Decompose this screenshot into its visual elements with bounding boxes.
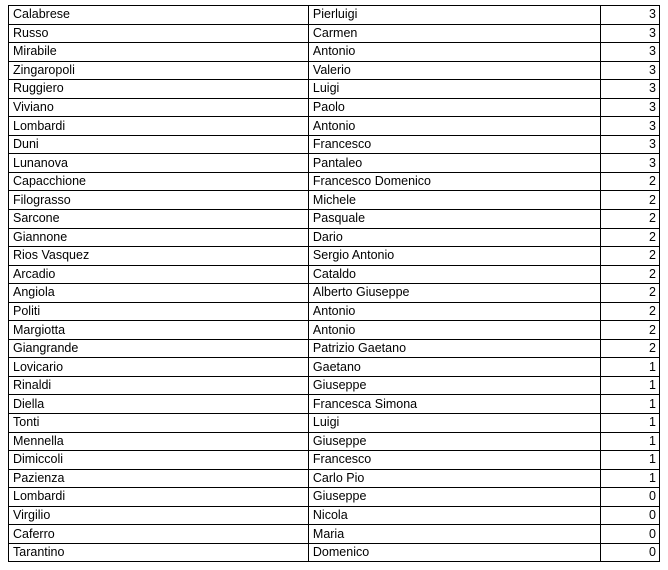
cell-surname: Lombardi [9, 488, 309, 507]
table-row [9, 117, 660, 136]
cell-name: Antonio [308, 302, 600, 321]
cell-surname: Tonti [9, 414, 309, 433]
cell-score: 3 [600, 61, 659, 80]
cell-surname: Viviano [9, 98, 309, 117]
table-row [9, 24, 660, 43]
cell-name: Pierluigi [308, 6, 600, 25]
cell-name: Luigi [308, 414, 600, 433]
table-row [9, 488, 660, 507]
cell-surname: Lombardi [9, 117, 309, 136]
cell-score: 1 [600, 376, 659, 395]
cell-score: 1 [600, 358, 659, 377]
table-row [9, 191, 660, 210]
table-row [9, 302, 660, 321]
cell-surname: Rinaldi [9, 376, 309, 395]
cell-name: Antonio [308, 43, 600, 62]
cell-surname: Giannone [9, 228, 309, 247]
cell-name: Antonio [308, 117, 600, 136]
table-row [9, 525, 660, 544]
cell-name: Domenico [308, 543, 600, 562]
cell-surname: Zingaropoli [9, 61, 309, 80]
table-row [9, 247, 660, 266]
table-row [9, 469, 660, 488]
cell-name: Carmen [308, 24, 600, 43]
cell-score: 3 [600, 154, 659, 173]
cell-name: Carlo Pio [308, 469, 600, 488]
cell-score: 3 [600, 98, 659, 117]
cell-score: 3 [600, 135, 659, 154]
cell-name: Francesco [308, 135, 600, 154]
cell-surname: Lovicario [9, 358, 309, 377]
cell-score: 1 [600, 451, 659, 470]
cell-surname: Giangrande [9, 339, 309, 358]
table-row [9, 358, 660, 377]
cell-name: Pasquale [308, 210, 600, 229]
table-row [9, 321, 660, 340]
cell-surname: Dimiccoli [9, 451, 309, 470]
cell-score: 1 [600, 432, 659, 451]
cell-surname: Mennella [9, 432, 309, 451]
cell-score: 2 [600, 265, 659, 284]
table-row [9, 228, 660, 247]
cell-name: Francesco Domenico [308, 172, 600, 191]
cell-name: Alberto Giuseppe [308, 284, 600, 303]
cell-score: 2 [600, 210, 659, 229]
cell-score: 0 [600, 543, 659, 562]
cell-surname: Mirabile [9, 43, 309, 62]
cell-name: Pantaleo [308, 154, 600, 173]
cell-name: Paolo [308, 98, 600, 117]
cell-surname: Capacchione [9, 172, 309, 191]
cell-surname: Arcadio [9, 265, 309, 284]
cell-surname: Politi [9, 302, 309, 321]
table-row [9, 6, 660, 25]
table-row [9, 414, 660, 433]
cell-surname: Angiola [9, 284, 309, 303]
cell-score: 0 [600, 488, 659, 507]
cell-name: Sergio Antonio [308, 247, 600, 266]
table-row [9, 432, 660, 451]
table-row [9, 61, 660, 80]
cell-surname: Diella [9, 395, 309, 414]
cell-score: 3 [600, 43, 659, 62]
cell-surname: Calabrese [9, 6, 309, 25]
cell-surname: Margiotta [9, 321, 309, 340]
cell-name: Valerio [308, 61, 600, 80]
cell-name: Dario [308, 228, 600, 247]
table-row [9, 284, 660, 303]
cell-score: 2 [600, 172, 659, 191]
table-row [9, 265, 660, 284]
cell-surname: Lunanova [9, 154, 309, 173]
cell-score: 2 [600, 321, 659, 340]
cell-name: Giuseppe [308, 488, 600, 507]
cell-name: Gaetano [308, 358, 600, 377]
table-row [9, 80, 660, 99]
table-row [9, 543, 660, 562]
cell-surname: Caferro [9, 525, 309, 544]
table-row [9, 451, 660, 470]
table-row [9, 43, 660, 62]
cell-name: Antonio [308, 321, 600, 340]
cell-name: Michele [308, 191, 600, 210]
cell-score: 2 [600, 191, 659, 210]
table-row [9, 395, 660, 414]
cell-score: 1 [600, 395, 659, 414]
cell-name: Cataldo [308, 265, 600, 284]
cell-surname: Tarantino [9, 543, 309, 562]
cell-name: Patrizio Gaetano [308, 339, 600, 358]
cell-score: 2 [600, 228, 659, 247]
table-row [9, 210, 660, 229]
cell-score: 3 [600, 6, 659, 25]
cell-surname: Sarcone [9, 210, 309, 229]
cell-score: 0 [600, 525, 659, 544]
cell-score: 2 [600, 284, 659, 303]
cell-surname: Rios Vasquez [9, 247, 309, 266]
cell-name: Maria [308, 525, 600, 544]
cell-score: 1 [600, 414, 659, 433]
table-body [9, 6, 660, 562]
cell-score: 2 [600, 339, 659, 358]
table-row [9, 98, 660, 117]
table-row [9, 506, 660, 525]
cell-name: Giuseppe [308, 432, 600, 451]
cell-name: Giuseppe [308, 376, 600, 395]
table-row [9, 172, 660, 191]
data-table [8, 5, 660, 562]
table-row [9, 339, 660, 358]
cell-score: 2 [600, 302, 659, 321]
cell-score: 0 [600, 506, 659, 525]
cell-surname: Duni [9, 135, 309, 154]
cell-name: Francesca Simona [308, 395, 600, 414]
cell-name: Luigi [308, 80, 600, 99]
cell-surname: Russo [9, 24, 309, 43]
cell-score: 3 [600, 24, 659, 43]
table-row [9, 376, 660, 395]
cell-surname: Filograsso [9, 191, 309, 210]
cell-name: Francesco [308, 451, 600, 470]
table-row [9, 135, 660, 154]
table-row [9, 154, 660, 173]
cell-surname: Pazienza [9, 469, 309, 488]
cell-name: Nicola [308, 506, 600, 525]
cell-score: 1 [600, 469, 659, 488]
cell-surname: Virgilio [9, 506, 309, 525]
cell-score: 3 [600, 80, 659, 99]
cell-score: 3 [600, 117, 659, 136]
cell-surname: Ruggiero [9, 80, 309, 99]
cell-score: 2 [600, 247, 659, 266]
